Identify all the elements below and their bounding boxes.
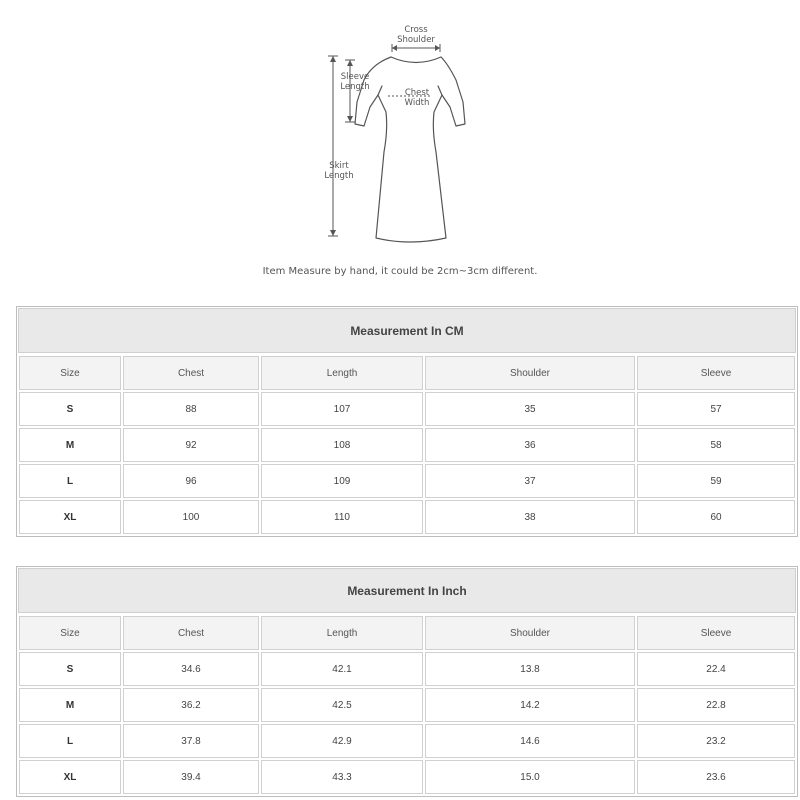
- table-header-row: [19, 616, 795, 650]
- size-cell: L: [19, 464, 121, 498]
- size-cell: XL: [19, 500, 121, 534]
- sleeve-length-label: Sleeve Length: [340, 72, 370, 92]
- table-row: [19, 392, 795, 426]
- table-cell: 23.2: [637, 724, 795, 758]
- size-cell: L: [19, 724, 121, 758]
- table-cell: 42.5: [261, 688, 423, 722]
- dress-measurement-diagram: [0, 0, 800, 290]
- size-cell: M: [19, 688, 121, 722]
- table-cell: 43.3: [261, 760, 423, 794]
- table-cell: 36: [425, 428, 635, 462]
- table-cell: 14.2: [425, 688, 635, 722]
- table-header-row: [19, 356, 795, 390]
- table-row: [19, 760, 795, 794]
- header-cell: Sleeve: [637, 356, 795, 390]
- measurement-note: Item Measure by hand, it could be 2cm~3cm different.: [262, 266, 538, 277]
- table-cell: 39.4: [123, 760, 259, 794]
- cross-shoulder-label: Cross Shoulder: [397, 25, 435, 45]
- table-cell: 42.1: [261, 652, 423, 686]
- table-cell: 37.8: [123, 724, 259, 758]
- table-row: [19, 464, 795, 498]
- header-cell: Chest: [123, 616, 259, 650]
- table-cell: 42.9: [261, 724, 423, 758]
- table-row: [19, 724, 795, 758]
- table-cell: 14.6: [425, 724, 635, 758]
- table-title: Measurement In Inch: [18, 568, 796, 613]
- size-cell: S: [19, 392, 121, 426]
- table-cell: 92: [123, 428, 259, 462]
- table-cell: 37: [425, 464, 635, 498]
- table-cell: 13.8: [425, 652, 635, 686]
- size-table: [17, 354, 797, 536]
- chest-width-label: Chest Width: [404, 88, 430, 108]
- skirt-length-label: Skirt Length: [324, 161, 354, 181]
- table-cell: 107: [261, 392, 423, 426]
- table-cell: 36.2: [123, 688, 259, 722]
- header-cell: Sleeve: [637, 616, 795, 650]
- table-cell: 35: [425, 392, 635, 426]
- table-cell: 88: [123, 392, 259, 426]
- table-cell: 22.4: [637, 652, 795, 686]
- table-row: [19, 688, 795, 722]
- size-table-cm: [16, 306, 798, 537]
- table-cell: 38: [425, 500, 635, 534]
- table-row: [19, 500, 795, 534]
- header-cell: Size: [19, 356, 121, 390]
- table-cell: 15.0: [425, 760, 635, 794]
- table-cell: 109: [261, 464, 423, 498]
- header-cell: Shoulder: [425, 616, 635, 650]
- table-cell: 110: [261, 500, 423, 534]
- table-cell: 96: [123, 464, 259, 498]
- table-title: Measurement In CM: [18, 308, 796, 353]
- table-row: [19, 652, 795, 686]
- header-cell: Length: [261, 616, 423, 650]
- header-cell: Size: [19, 616, 121, 650]
- table-cell: 23.6: [637, 760, 795, 794]
- table-cell: 60: [637, 500, 795, 534]
- table-cell: 100: [123, 500, 259, 534]
- header-cell: Length: [261, 356, 423, 390]
- table-cell: 58: [637, 428, 795, 462]
- table-cell: 59: [637, 464, 795, 498]
- table-cell: 57: [637, 392, 795, 426]
- size-cell: XL: [19, 760, 121, 794]
- size-cell: S: [19, 652, 121, 686]
- size-cell: M: [19, 428, 121, 462]
- table-cell: 108: [261, 428, 423, 462]
- size-table-inch: [16, 566, 798, 797]
- table-row: [19, 428, 795, 462]
- table-cell: 34.6: [123, 652, 259, 686]
- table-cell: 22.8: [637, 688, 795, 722]
- header-cell: Shoulder: [425, 356, 635, 390]
- header-cell: Chest: [123, 356, 259, 390]
- size-table: [17, 614, 797, 796]
